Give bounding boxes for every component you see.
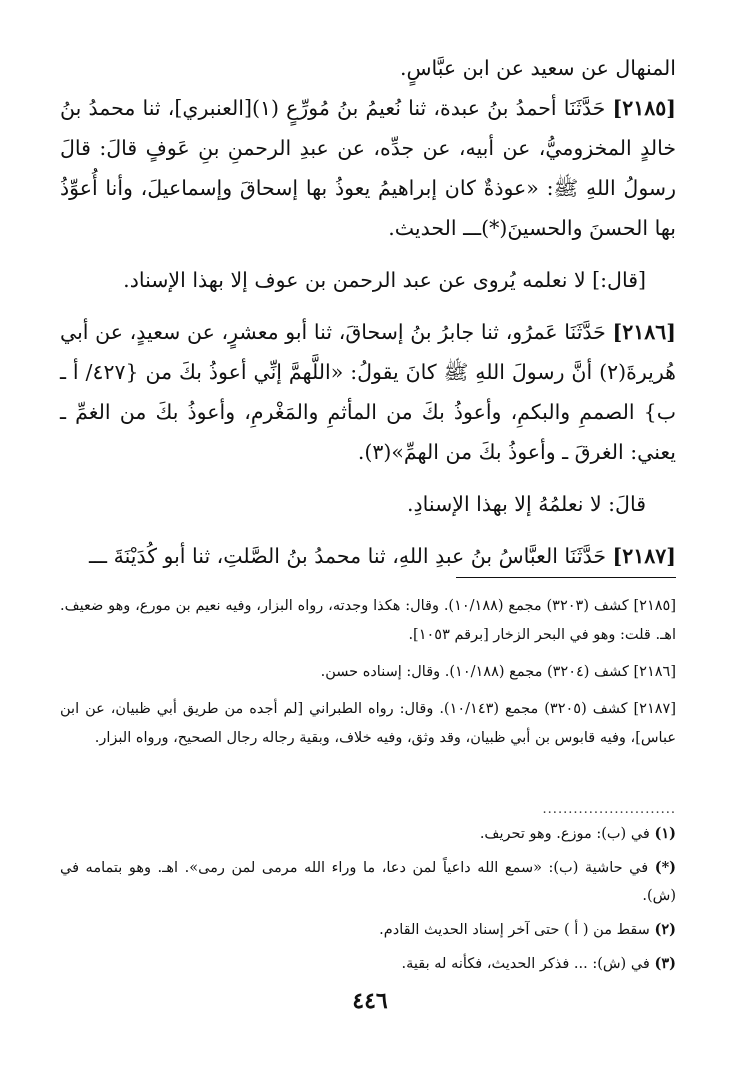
footnote-text: سقط من ( أ ) حتى آخر إسناد الحديث القادم. [379,922,650,938]
footnote-star [60,854,676,910]
hadith-2186-comment: قالَ: لا نعلمُهُ إلا بهذا الإسنادِ. [407,492,646,516]
footnote-mark: (٢) [654,921,676,938]
intro-line: المنهال عن سعيد عن ابن عبَّاسٍ. [399,56,676,80]
hadith-2186 [60,312,676,472]
hadith-2185 [60,88,676,248]
note-2187: [٢١٨٧] كشف (٣٢٠٥) مجمع (١٠/١٤٣). وقال: رواه الطبراني [لم أجده من طريق أبي ظبيان، عن ابن عباس]، وفيه قابوس بن أبي ظبيان، وقد وثق، وفيه خلاف، وبقية رجاله رجال الصحيح، ورواه البزار. [60,701,676,746]
main-text [60,48,676,576]
footnote-separator: .......................... [542,802,676,817]
hadith-text: حَدَّثَنَا أحمدُ بنُ عبدة، ثنا نُعيمُ بنُ مُورِّعٍ (١)[العنبري]، ثنا محمدُ بنُ خالدٍ المخزوميُّ، عن أبيه، عن جدِّه، عن عبدِ الرحمنِ بنِ عَوفٍ قالَ: قالَ رسولُ اللهِ ﷺ: «عوذةٌ كان إبراهيمُ يعوذُ بها إسحاقَ وإسماعيلَ، وأنا أُعوِّذُ بها الحسنَ والحسينَ(*)ـــ الحديث. [60,96,676,240]
footnote-text: في حاشية (ب): «سمع الله داعياً لمن دعا، ما وراء الله مرمى لمن رمى». اهـ. وهو بتمامه في (ش). [60,860,676,904]
hadith-number: [٢١٨٧] [612,544,676,568]
hadith-2187 [60,536,676,576]
footnote-3 [60,950,676,978]
hadith-number: [٢١٨٦] [612,320,676,344]
footnote-text: في (ب): موزع. وهو تحريف. [479,826,650,842]
note-2185: [٢١٨٥] كشف (٣٢٠٣) مجمع (١٠/١٨٨). وقال: هكذا وجدته، رواه البزار، وفيه نعيم بن مورع، وهو ضعيف. اهـ. قلت: وهو في البحر الزخار [برقم ١٠٥٣]. [60,598,676,643]
footnote-mark: (٣) [654,955,676,972]
footnote-text: في (ش): ... فذكر الحديث، فكأنه له بقية. [401,956,650,972]
footnote-1 [60,820,676,848]
hadith-text: حَدَّثَنَا عَمرُو، ثنا جابرُ بنُ إسحاقَ، ثنا أبو معشرٍ، عن سعيدٍ، عن أبي هُريرةَ(٢) أنَّ رسولَ اللهِ ﷺ كانَ يقولُ: «اللَّهمَّ إنِّي أعوذُ بكَ من {٤٢٧/ أ ـ ب} الصممِ والبكمِ، وأعوذُ بكَ من المأثمِ والمَغْرمِ، وأعوذُ بكَ من الغمِّ ـ يعني: الغرقَ ـ وأعوذُ بكَ من الهمِّ»(٣). [60,320,676,464]
notes-divider [456,577,676,578]
note-2186: [٢١٨٦] كشف (٣٢٠٤) مجمع (١٠/١٨٨). وقال: إسناده حسن. [320,664,676,680]
footnote-2 [60,916,676,944]
footnote-mark: (*) [654,859,677,876]
hadith-text: حَدَّثَنَا العبَّاسُ بنُ عبدِ اللهِ، ثنا محمدُ بنُ الصَّلتِ، ثنا أبو كُدَيْنَةَ ـــ [89,544,607,568]
page-number: ٤٤٦ [352,988,388,1014]
hadith-number: [٢١٨٥] [612,96,676,120]
takhrij-notes [60,592,676,761]
footnotes [60,820,676,984]
hadith-2185-comment: [قال:] لا نعلمه يُروى عن عبد الرحمن بن عوف إلا بهذا الإسناد. [123,268,646,292]
footnote-mark: (١) [654,825,676,842]
